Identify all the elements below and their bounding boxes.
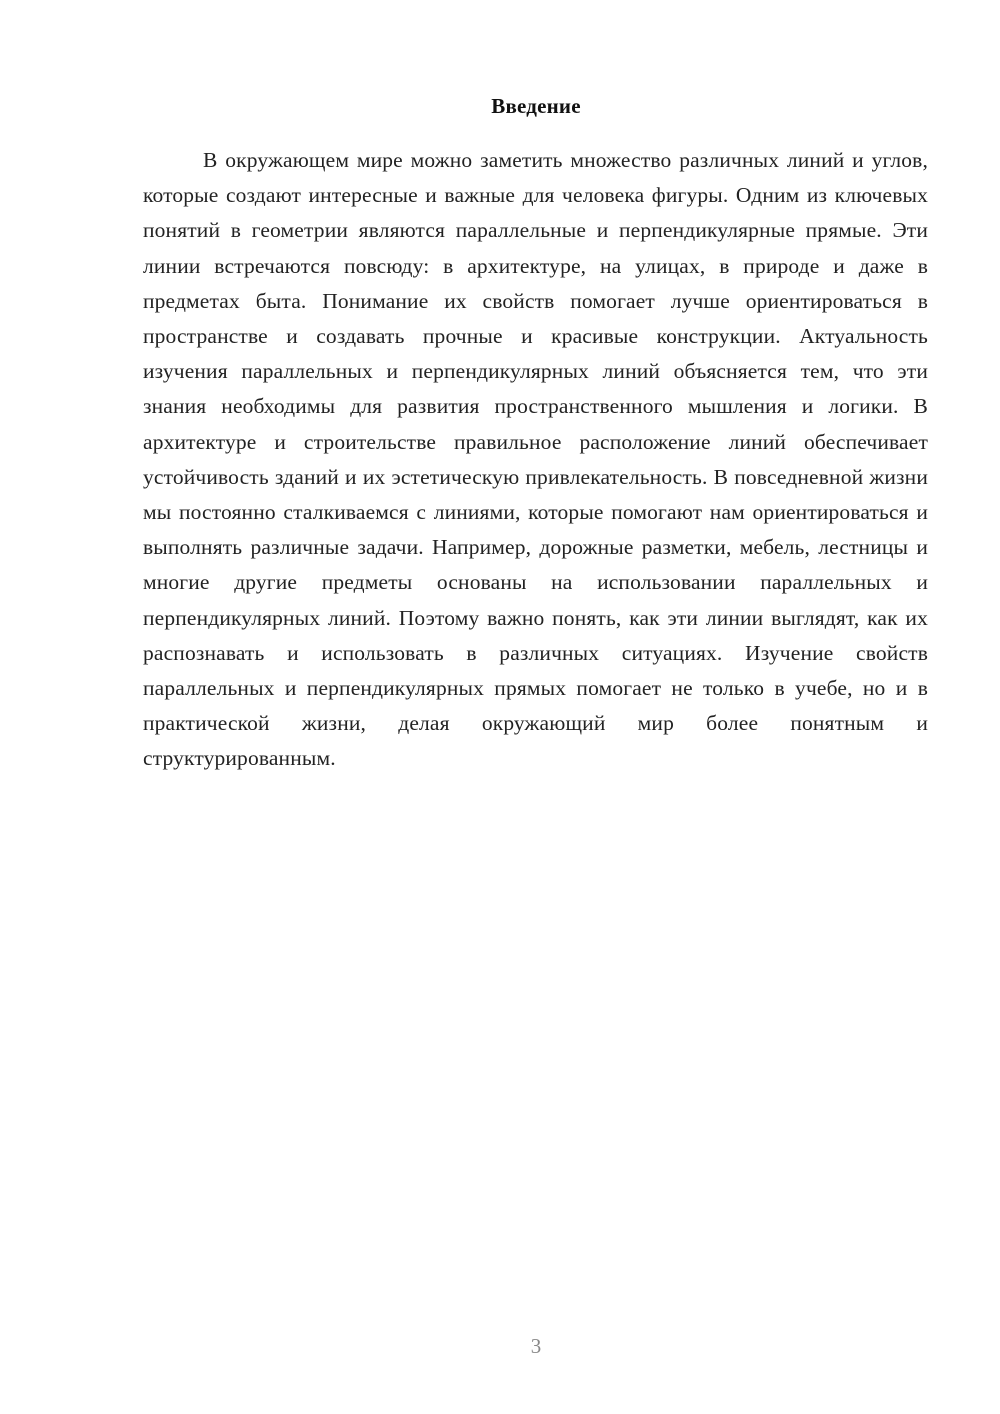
section-heading: Введение — [491, 94, 581, 118]
page-number: 3 — [530, 1334, 542, 1358]
body-paragraph: В окружающем мире можно заметить множество различных линий и углов, которые создают интересные и важные для человека фигуры. Одним из ключевых понятий в геометрии являются параллельные и перпендикулярные прямые. Эти линии встречаются повсюду: в архитектуре, на улицах, в природе и даже в предметах быта. Понимание их свойств помогает лучше ориентироваться в пространстве и создавать прочные и красивые конструкции. Актуальность изучения параллельных и перпендикулярных линий объясняется тем, что эти знания необходимы для развития пространственного мышления и логики. В архитектуре и строительстве правильное расположение линий обеспечивает устойчивость зданий и их эстетическую привлекательность. В повседневной жизни мы постоянно сталкиваемся с линиями, которые помогают нам ориентироваться и выполнять различные задачи. Например, дорожные разметки, мебель, лестницы и многие другие предметы основаны на использовании параллельных и перпендикулярных линий. Поэтому важно понять, как эти линии выглядят, как их распознавать и использовать в различных ситуациях. Изучение свойств параллельных и перпендикулярных прямых помогает не только в учебе, но и в практической жизни, делая окружающий мир более понятным и структурированным. — [143, 148, 928, 771]
